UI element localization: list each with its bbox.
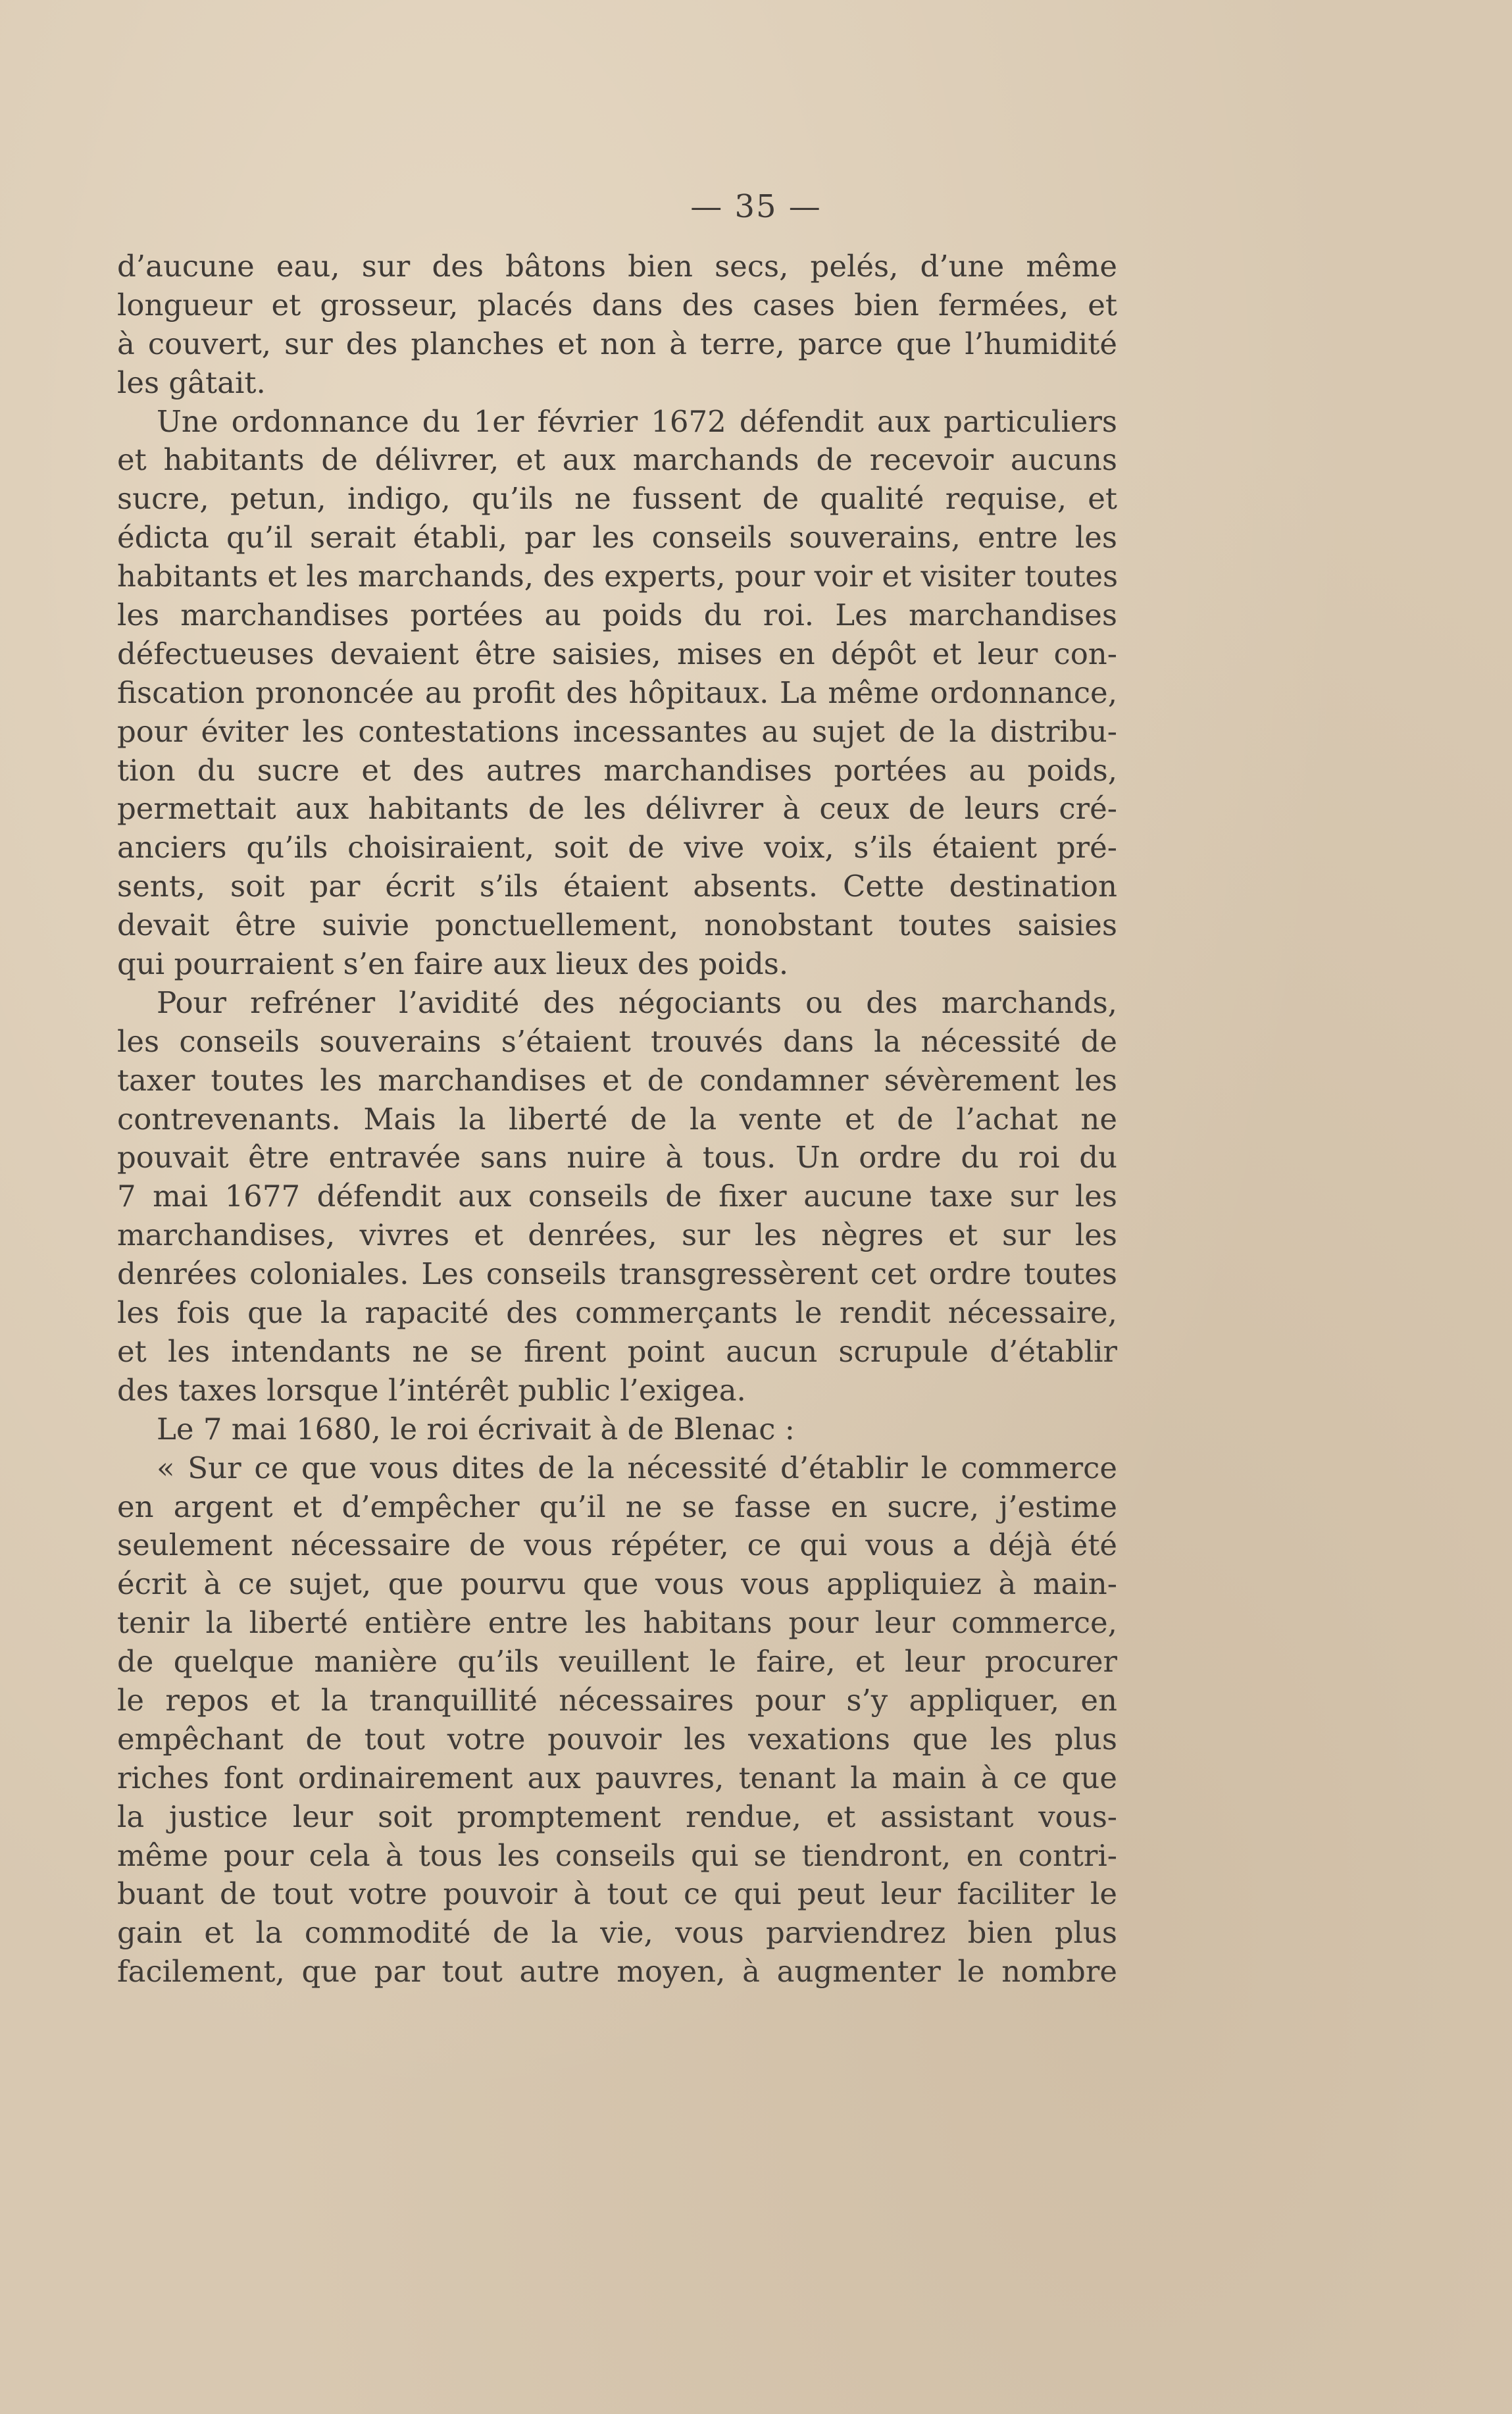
text-line: facilement, que par tout autre moyen, à augmenter le nombre — [117, 1954, 1117, 1990]
text-line: pour éviter les contestations incessantes au sujet de la distribu- — [117, 713, 1117, 749]
text-line: Le 7 mai 1680, le roi écrivait à de Blenac : — [157, 1411, 795, 1447]
text-line: permettait aux habitants de les délivrer à ceux de leurs cré- — [117, 791, 1117, 827]
text-line: fiscation prononcée au profit des hôpitaux. La même ordonnance, — [117, 675, 1117, 710]
text-line: à couvert, sur des planches et non à terre, parce que l’humidité — [117, 326, 1117, 361]
text-line: la justice leur soit promptement rendue, et assistant vous- — [117, 1799, 1117, 1834]
text-line: pouvait être entravée sans nuire à tous. Un ordre du roi du — [117, 1140, 1117, 1175]
text-line: et habitants de délivrer, et aux marchands de recevoir aucuns — [117, 442, 1117, 478]
text-line: défectueuses devaient être saisies, mises en dépôt et leur con- — [117, 636, 1117, 671]
text-line: sents, soit par écrit s’ils étaient absents. Cette destination — [117, 869, 1117, 904]
text-line: qui pourraient s’en faire aux lieux des poids. — [117, 946, 789, 982]
text-line: « Sur ce que vous dites de la nécessité d’établir le commerce — [157, 1450, 1117, 1485]
text-line: sucre, petun, indigo, qu’ils ne fussent de qualité requise, et — [117, 481, 1117, 517]
text-line: Pour refréner l’avidité des négociants ou des marchands, — [157, 985, 1117, 1020]
page-number: — 35 — — [690, 188, 822, 225]
text-line: et les intendants ne se firent point aucun scrupule d’établir — [117, 1333, 1117, 1369]
text-line: anciers qu’ils choisiraient, soit de vive voix, s’ils étaient pré- — [117, 830, 1117, 865]
text-line: édicta qu’il serait établi, par les conseils souverains, entre les — [117, 520, 1117, 555]
text-line: buant de tout votre pouvoir à tout ce qui peut leur faciliter le — [117, 1876, 1117, 1912]
text-line: les marchandises portées au poids du roi. Les marchandises — [117, 598, 1117, 633]
text-line: tion du sucre et des autres marchandises portées au poids, — [117, 752, 1117, 788]
text-line: 7 mai 1677 défendit aux conseils de fixer aucune taxe sur les — [117, 1179, 1117, 1214]
text-line: des taxes lorsque l’intérêt public l’exigea. — [117, 1372, 746, 1408]
text-line: devait être suivie ponctuellement, nonobstant toutes saisies — [117, 908, 1117, 943]
text-line: écrit à ce sujet, que pourvu que vous vous appliquiez à main- — [117, 1566, 1117, 1602]
text-line: les gâtait. — [117, 365, 266, 400]
text-line: taxer toutes les marchandises et de condamner sévèrement les — [117, 1062, 1117, 1098]
text-line: gain et la commodité de la vie, vous parviendrez bien plus — [117, 1915, 1117, 1951]
body-text — [117, 247, 1117, 1991]
text-line: seulement nécessaire de vous répéter, ce qui vous a déjà été — [117, 1528, 1117, 1563]
text-line: habitants et les marchands, des experts, pour voir et visiter toutes — [117, 559, 1119, 594]
text-line: tenir la liberté entière entre les habitans pour leur commerce, — [117, 1605, 1117, 1641]
text-line: les fois que la rapacité des commerçants le rendit nécessaire, — [117, 1295, 1117, 1331]
text-line: d’aucune eau, sur des bâtons bien secs, pelés, d’une même — [117, 249, 1117, 284]
text-line: Une ordonnance du 1er février 1672 défendit aux particuliers — [157, 403, 1117, 439]
text-line: longueur et grosseur, placés dans des cases bien fermées, et — [117, 287, 1117, 322]
text-line: empêchant de tout votre pouvoir les vexations que les plus — [117, 1721, 1117, 1757]
text-line: même pour cela à tous les conseils qui se tiendront, en contri- — [117, 1837, 1117, 1873]
text-line: en argent et d’empêcher qu’il ne se fasse en sucre, j’estime — [117, 1489, 1117, 1524]
text-line: les conseils souverains s’étaient trouvés dans la nécessité de — [117, 1023, 1117, 1059]
text-line: marchandises, vivres et denrées, sur les nègres et sur les — [117, 1218, 1117, 1253]
text-line: de quelque manière qu’ils veuillent le faire, et leur procurer — [117, 1644, 1117, 1680]
text-line: denrées coloniales. Les conseils transgressèrent cet ordre toutes — [117, 1256, 1117, 1292]
text-line: riches font ordinairement aux pauvres, tenant la main à ce que — [117, 1760, 1117, 1795]
text-line: contrevenants. Mais la liberté de la vente et de l’achat ne — [117, 1101, 1117, 1137]
text-line: le repos et la tranquillité nécessaires pour s’y appliquer, en — [117, 1682, 1117, 1718]
